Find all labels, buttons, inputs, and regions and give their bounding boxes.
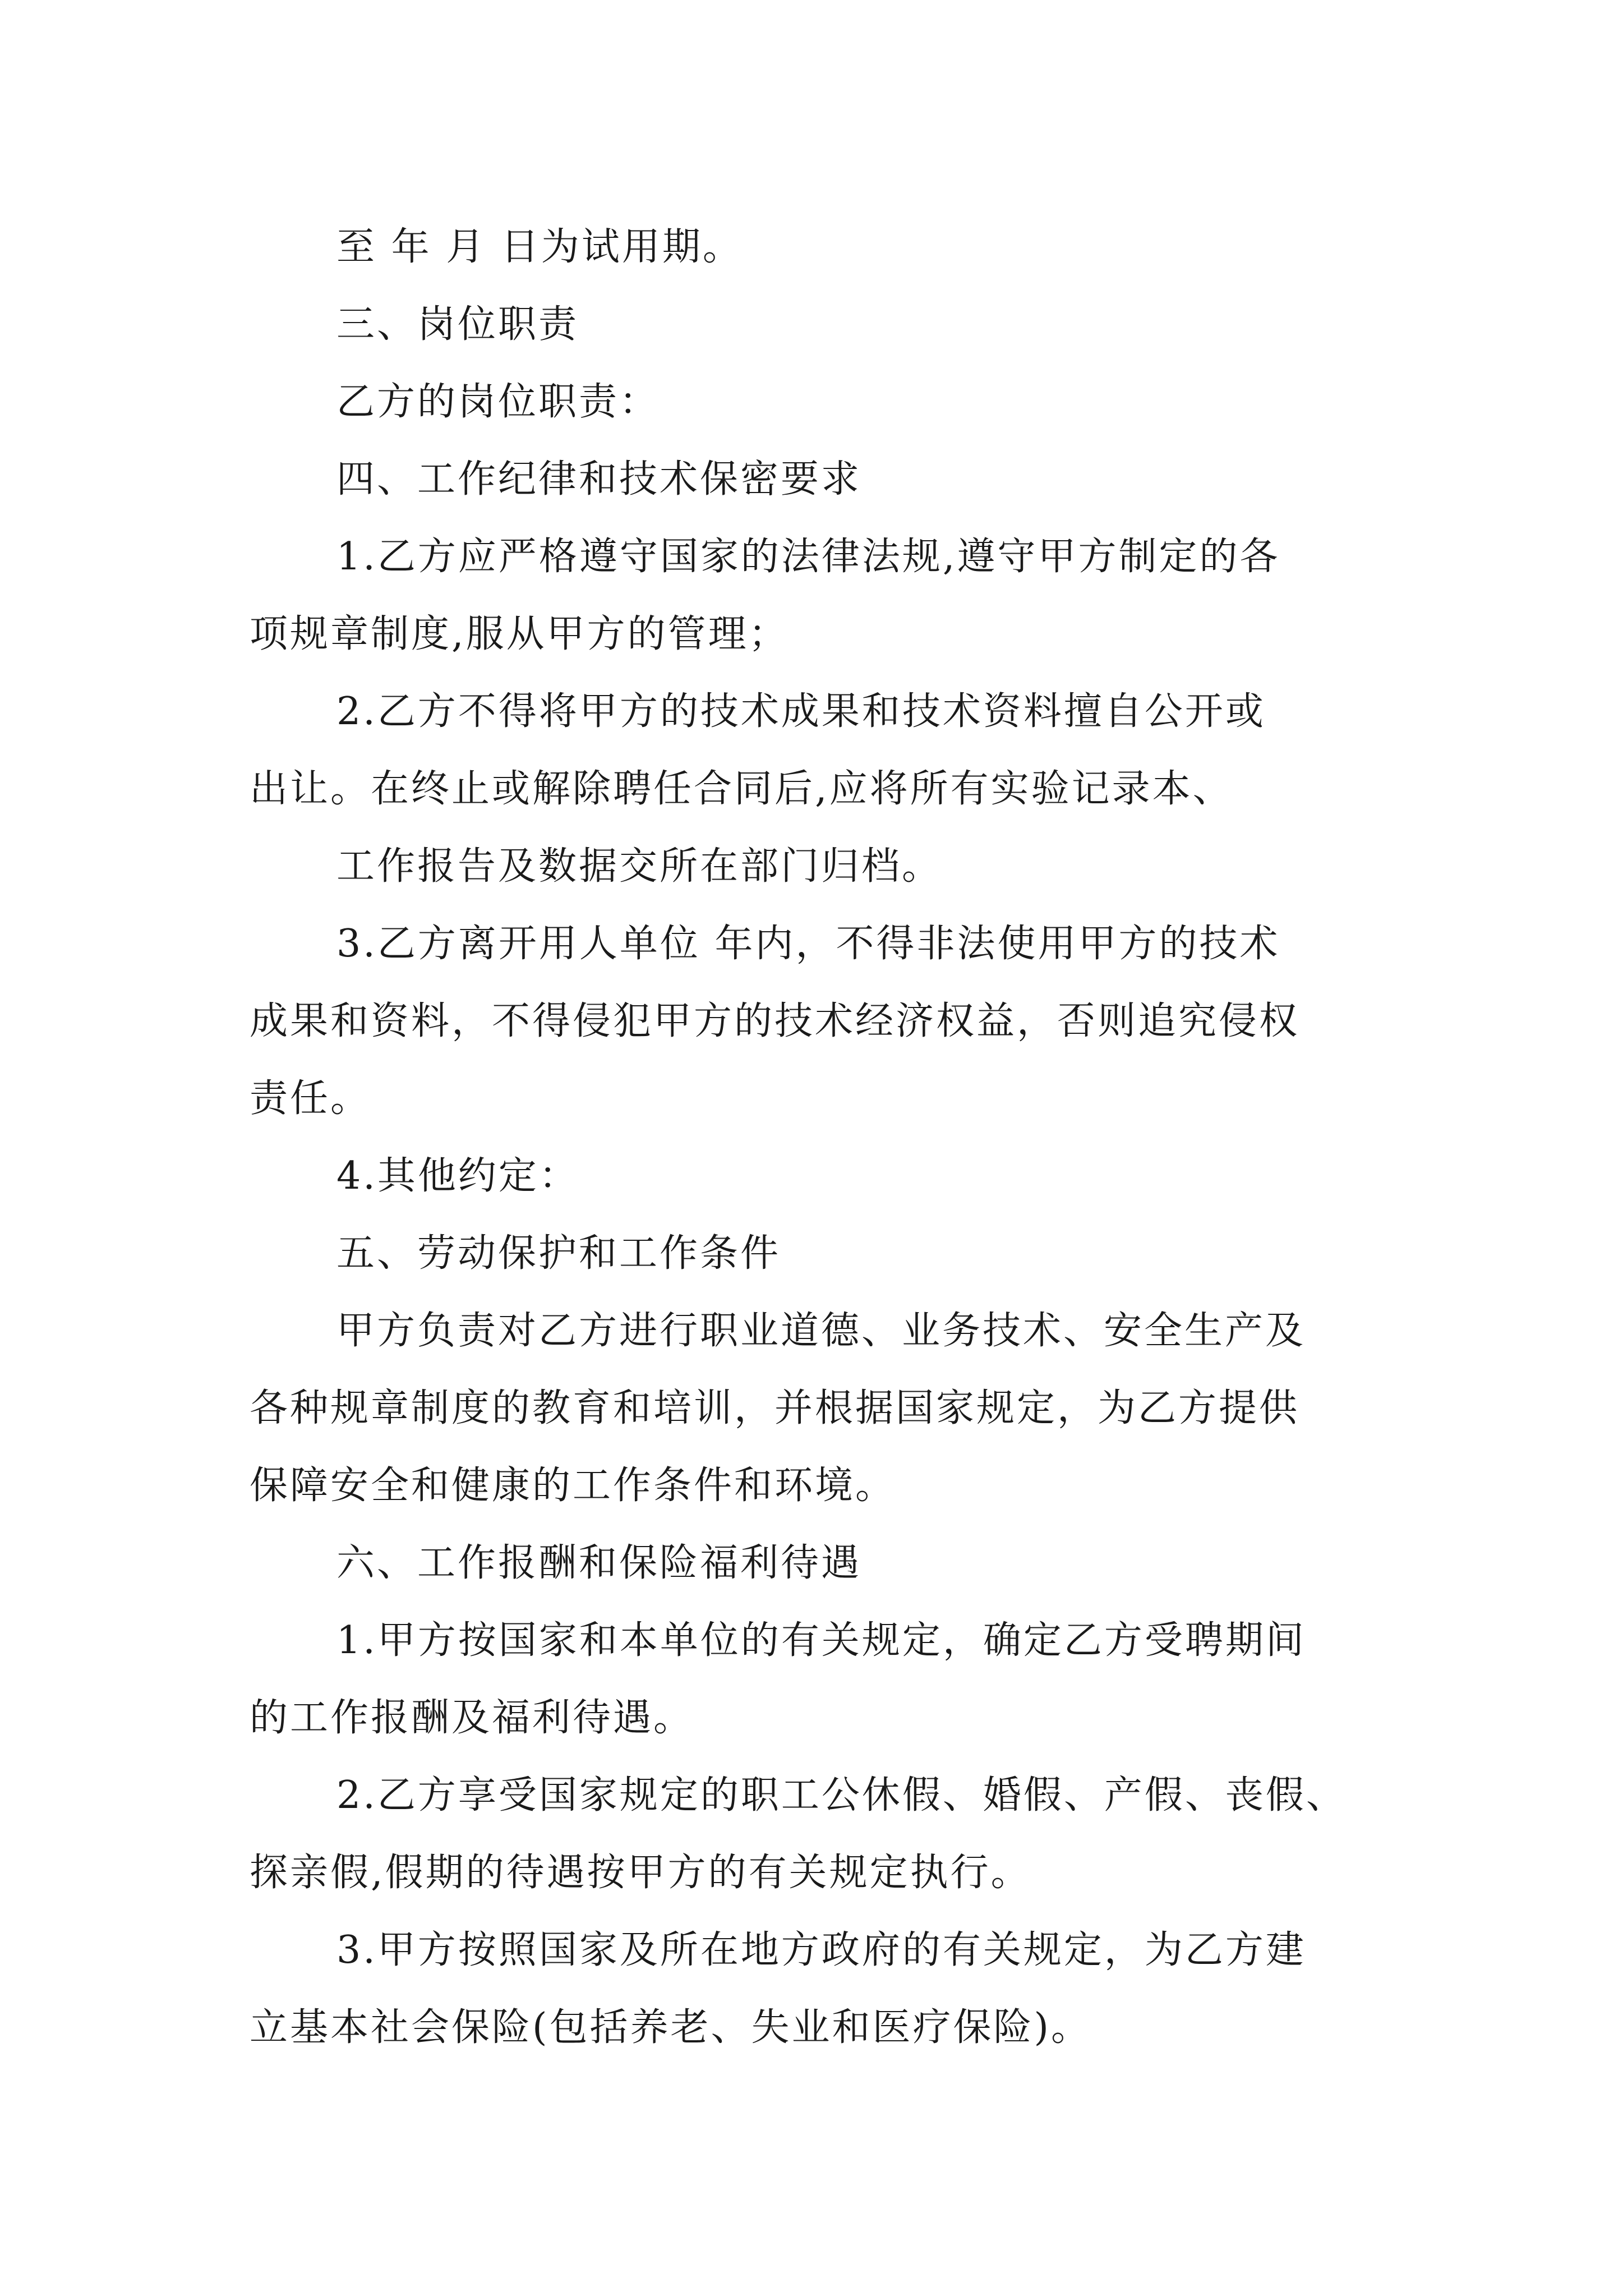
text-line: 探亲假,假期的待遇按甲方的有关规定执行。 <box>250 1851 1031 1895</box>
text-line: 立基本社会保险(包括养老、失业和医疗保险)。 <box>250 2005 1092 2050</box>
document-body <box>250 209 1388 2067</box>
section-heading-4: 四、工作纪律和技术保密要求 <box>336 457 862 501</box>
text-line: 工作报告及数据交所在部门归档。 <box>336 844 943 889</box>
text-line: 各种规章制度的教育和培训，并根据国家规定，为乙方提供 <box>250 1386 1300 1430</box>
text-line: 出让。在终止或解除聘任合同后,应将所有实验记录本、 <box>250 767 1233 811</box>
text-line: 保障安全和健康的工作条件和环境。 <box>250 1464 896 1508</box>
text-line: 乙方的岗位职责： <box>336 380 660 424</box>
text-line: 1.乙方应严格遵守国家的法律法规,遵守甲方制定的各 <box>336 535 1280 579</box>
text-line: 甲方负责对乙方进行职业道德、业务技术、安全生产及 <box>336 1309 1306 1353</box>
text-line: 2.乙方不得将甲方的技术成果和技术资料擅自公开或 <box>336 689 1266 734</box>
section-heading-5: 五、劳动保护和工作条件 <box>336 1231 781 1276</box>
text-line: 1.甲方按国家和本单位的有关规定，确定乙方受聘期间 <box>336 1618 1306 1663</box>
text-line: 成果和资料，不得侵犯甲方的技术经济权益，否则追究侵权 <box>250 999 1300 1043</box>
text-line: 的工作报酬及福利待遇。 <box>250 1696 694 1740</box>
text-line: 责任。 <box>250 1076 371 1121</box>
section-heading-3: 三、岗位职责 <box>336 302 579 347</box>
text-line: 3.甲方按照国家及所在地方政府的有关规定，为乙方建 <box>336 1928 1306 1972</box>
text-line: 3.乙方离开用人单位 年内，不得非法使用甲方的技术 <box>336 922 1280 966</box>
text-line: 项规章制度,服从甲方的管理； <box>250 612 789 656</box>
text-line: 至 年 月 日为试用期。 <box>336 225 743 269</box>
section-heading-6: 六、工作报酬和保险福利待遇 <box>336 1541 862 1585</box>
text-line: 2.乙方享受国家规定的职工公休假、婚假、产假、丧假、 <box>336 1773 1347 1818</box>
text-line: 4.其他约定： <box>336 1154 579 1198</box>
